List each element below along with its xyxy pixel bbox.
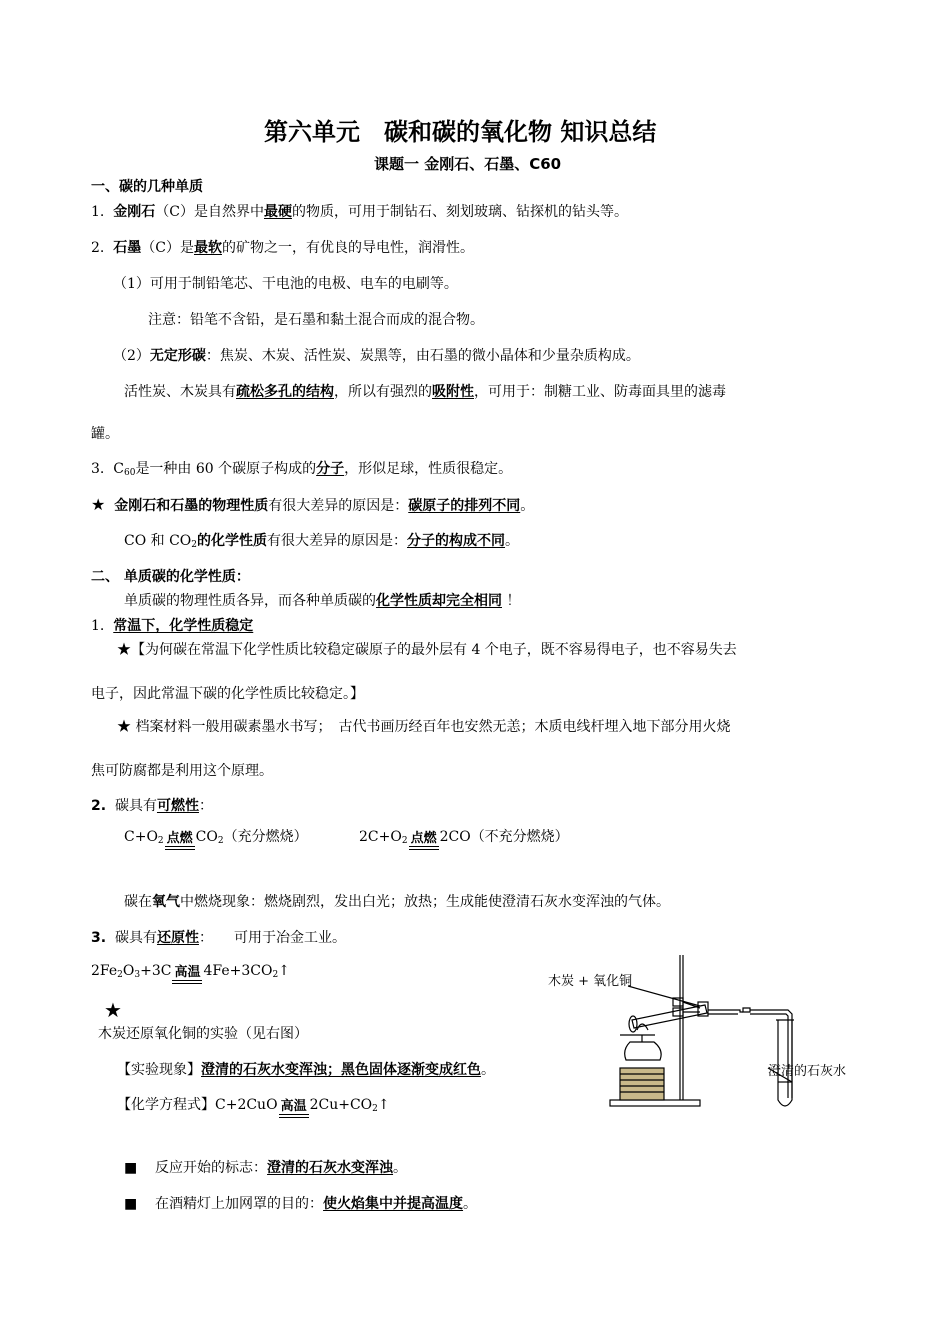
line-reducibility: 3. 碳具有还原性： 可用于冶金工业。	[91, 930, 346, 946]
line-combustible: 2. 碳具有可燃性：	[91, 798, 213, 814]
section-1-heading: 一、碳的几种单质	[91, 179, 203, 195]
line-c60: 3. C60是一种由 60 个碳原子构成的分子，形似足球，性质很稳定。	[91, 461, 513, 478]
line-amorphous: （2）无定形碳：焦炭、木炭、活性炭、炭黑等，由石墨的微小晶体和少量杂质构成。	[113, 348, 640, 364]
apparatus-figure	[540, 950, 870, 1120]
line-intro: 单质碳的物理性质各异，而各种单质碳的化学性质却完全相同 ！	[124, 593, 521, 609]
line-phenomenon: 【实验现象】澄清的石灰水变浑浊；黑色固体逐渐变成红色。	[117, 1062, 495, 1078]
line-why-stable-cont: 电子，因此常温下碳的化学性质比较稳定。】	[91, 686, 364, 702]
equation-copper-oxide: 【化学方程式】C+2CuO 高温 2Cu+CO2↑	[117, 1096, 390, 1118]
line-diamond: 1. 金刚石（C）是自然界中最硬的物质，可用于制钻石、刻划玻璃、钻探机的钻头等。	[91, 204, 628, 220]
bullet-start-sign: ■ 反应开始的标志：澄清的石灰水变浑浊。	[124, 1160, 408, 1176]
label-lime-water: 澄清的石灰水	[768, 1064, 847, 1079]
line-experiment: 木炭还原氧化铜的实验（见右图）	[98, 1026, 308, 1042]
line-archive-cont: 焦可防腐都是利用这个原理。	[91, 763, 273, 779]
equation-incomplete-combustion: 2C+O2 点燃 2CO（不充分燃烧）	[359, 828, 569, 850]
line-combustion-phenomenon: 碳在氧气中燃烧现象：燃烧剧烈，发出白光；放热；生成能使澄清石灰水变浑浊的气体。	[124, 894, 670, 910]
equation-complete-combustion: C+O2 点燃 CO2（充分燃烧）	[124, 828, 308, 850]
label-charcoal-copper-oxide: 木炭 + 氧化铜	[548, 974, 633, 989]
line-why-stable: ★【为何碳在常温下化学性质比较稳定碳原子的最外层有 4 个电子，既不容易得电子，也不容易失去	[117, 642, 737, 658]
line-star-physical: ★ 金刚石和石墨的物理性质有很大差异的原因是：碳原子的排列不同。	[91, 495, 535, 514]
star-icon: ★	[104, 998, 122, 1022]
line-archive: ★ 档案材料一般用碳素墨水书写； 古代书画历经百年也安然无恙；木质电线杆埋入地下部分用火烧	[117, 719, 731, 735]
line-graphite-uses: （1）可用于制铅笔芯、干电池的电极、电车的电刷等。	[113, 276, 458, 292]
bullet-net-cover: ■ 在酒精灯上加网罩的目的：使火焰集中并提高温度。	[124, 1196, 478, 1212]
line-note: 注意：铅笔不含铅，是石墨和黏土混合而成的混合物。	[148, 312, 484, 328]
line-graphite: 2. 石墨（C）是最软的矿物之一，有优良的导电性，润滑性。	[91, 240, 474, 256]
equation-iron-oxide: 2Fe2O3+3C 高温 4Fe+3CO2↑	[91, 962, 290, 984]
page-title: 第六单元 碳和碳的氧化物 知识总结	[264, 118, 657, 146]
line-stable: 1. 常温下，化学性质稳定	[91, 618, 254, 634]
section-2-heading: 二、 单质碳的化学性质：	[91, 569, 250, 585]
line-activated-carbon: 活性炭、木炭具有疏松多孔的结构，所以有强烈的吸附性，可用于：制糖工业、防毒面具里的滤毒	[124, 384, 726, 400]
line-co-co2: CO 和 CO2的化学性质有很大差异的原因是：分子的构成不同。	[124, 533, 520, 550]
line-activated-carbon-cont: 罐。	[91, 426, 119, 442]
page-subtitle: 课题一 金刚石、石墨、C60	[374, 155, 562, 173]
